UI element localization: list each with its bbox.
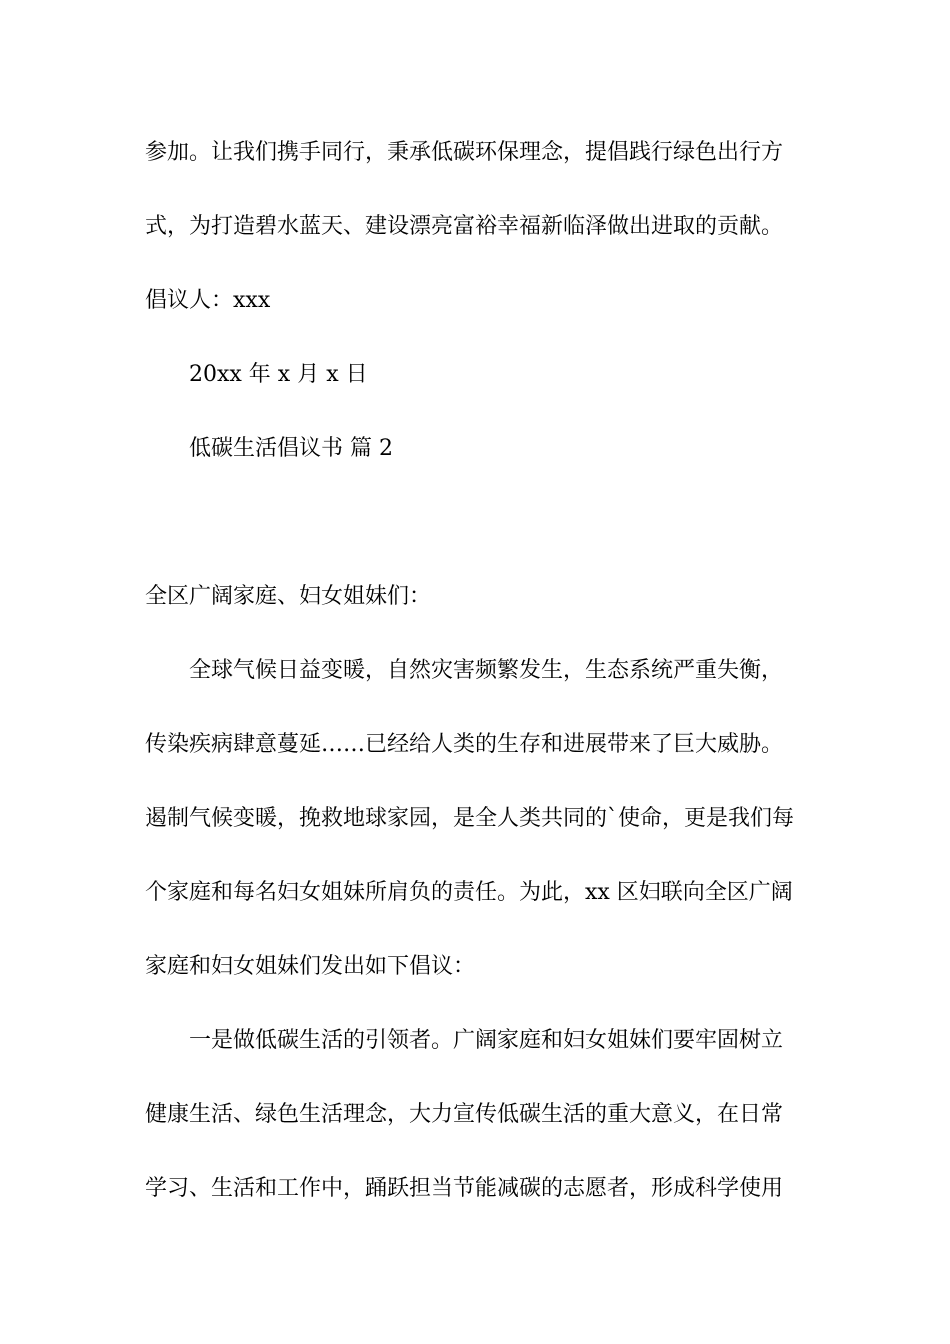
signatory-line: 倡议人：xxx bbox=[145, 288, 271, 313]
text-line: 个家庭和每名妇女姐妹所肩负的责任。为此，xx 区妇联向全区广阔 bbox=[145, 880, 793, 905]
text-line: 式，为打造碧水蓝天、建设漂亮富裕幸福新临泽做出进取的贡献。 bbox=[145, 214, 784, 239]
text-line: 一是做低碳生活的引领者。广阔家庭和妇女姐妹们要牢固树立 bbox=[189, 1028, 784, 1053]
salutation: 全区广阔家庭、妇女姐妹们： bbox=[145, 584, 432, 609]
date-line: 20xx 年 x 月 x 日 bbox=[189, 362, 368, 387]
text-line: 健康生活、绿色生活理念，大力宣传低碳生活的重大意义，在日常 bbox=[145, 1102, 784, 1127]
section-heading: 低碳生活倡议书 篇 2 bbox=[189, 436, 393, 461]
text-line: 家庭和妇女姐妹们发出如下倡议： bbox=[145, 954, 476, 979]
text-line: 全球气候日益变暖，自然灾害频繁发生，生态系统严重失衡， bbox=[189, 658, 784, 683]
text-line: 传染疾病肆意蔓延……已经给人类的生存和进展带来了巨大威胁。 bbox=[145, 732, 784, 757]
text-line: 学习、生活和工作中，踊跃担当节能减碳的志愿者，形成科学使用 bbox=[145, 1176, 784, 1201]
text-line: 遏制气候变暖，挽救地球家园，是全人类共同的`使命，更是我们每 bbox=[145, 806, 795, 831]
text-line: 参加。让我们携手同行，秉承低碳环保理念，提倡践行绿色出行方 bbox=[145, 140, 784, 165]
